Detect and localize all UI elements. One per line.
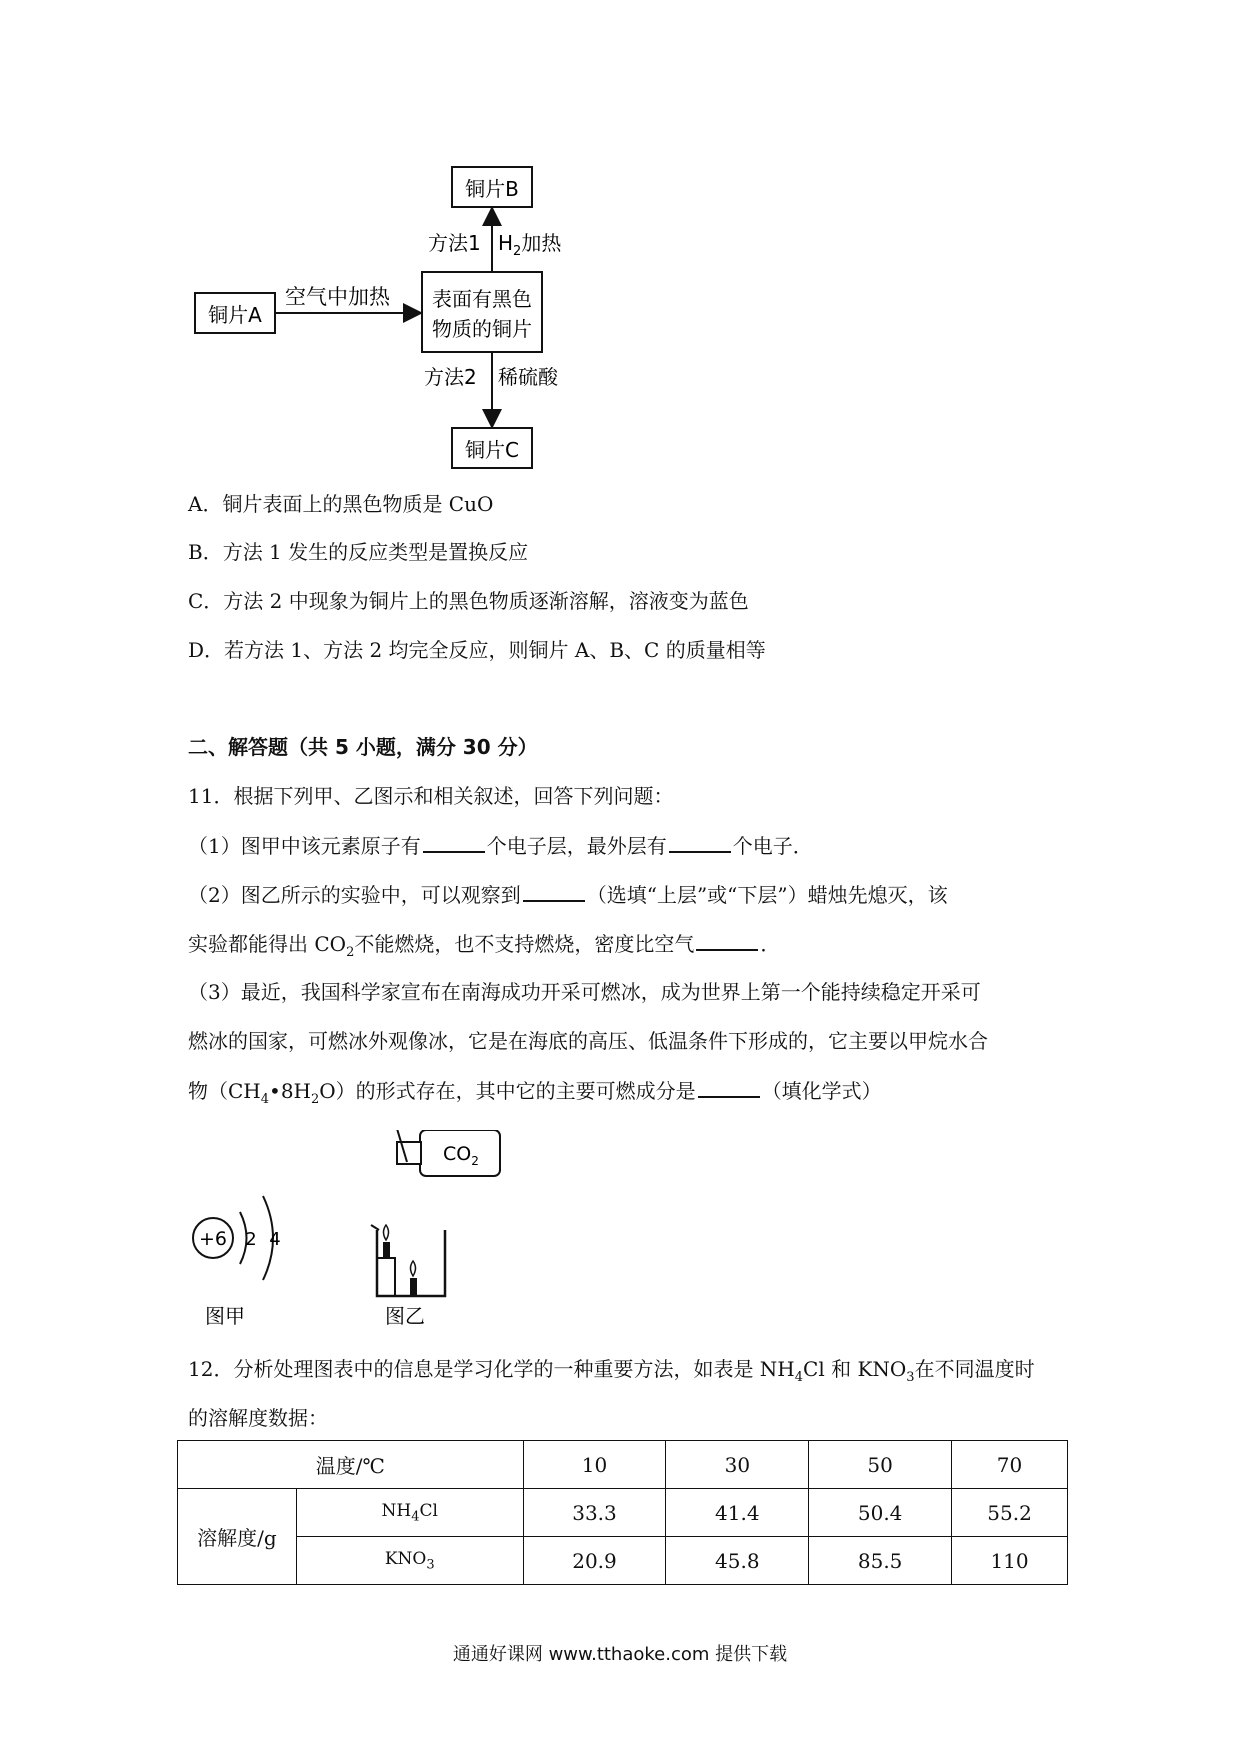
q11-part2-line2: 实验都能得出 $CO_2$不能燃烧，也不支持燃烧，密度比空气 ． [188, 929, 780, 967]
value-cell: 50.4 [809, 1489, 952, 1537]
table-row [178, 1489, 1068, 1537]
q11-stem: 11．根据下列甲、乙图示和相关叙述，回答下列问题： [188, 784, 674, 808]
copper-a-label: 铜片A [208, 303, 262, 327]
temp-cell: 10 [523, 1441, 666, 1489]
air-heating-label: 空气中加热 [285, 285, 390, 309]
section-heading: 二、解答题（共 5 小题，满分 30 分） [188, 735, 538, 759]
shell2-count: 4 [269, 1229, 281, 1250]
value-cell: 41.4 [666, 1489, 809, 1537]
q11-part1: （1）图甲中该元素原子有 个电子层，最外层有 个电子． [188, 831, 813, 860]
value-cell: 55.2 [952, 1489, 1068, 1537]
value-cell: 45.8 [666, 1537, 809, 1585]
atom-diagram [193, 1196, 281, 1280]
answer-blank[interactable] [423, 831, 485, 853]
fig-jia-label: 图甲 [205, 1304, 245, 1328]
copper-c-label: 铜片C [465, 438, 519, 462]
value-cell: 33.3 [523, 1489, 666, 1537]
fig-yi-label: 图乙 [385, 1304, 425, 1328]
solubility-label: 溶解度/g [178, 1489, 297, 1585]
answer-blank[interactable] [523, 880, 585, 902]
q11-part2-line1: （2）图乙所示的实验中，可以观察到 （选填“上层”或“下层”）蜡烛先熄灭，该 [188, 880, 948, 909]
solubility-table [177, 1440, 1068, 1585]
h2-heating-label: $H_2$加热 [498, 231, 562, 259]
lower-candle [410, 1278, 417, 1296]
value-cell: 110 [952, 1537, 1068, 1585]
co2-bottle-label: $CO_2$ [443, 1143, 479, 1168]
substance-kno3: $KNO_3$ [296, 1537, 523, 1585]
temperature-header: 温度/℃ [178, 1441, 524, 1489]
center-line2: 物质的铜片 [432, 317, 532, 341]
option-c: C．方法 2 中现象为铜片上的黑色物质逐渐溶解，溶液变为蓝色 [188, 589, 749, 613]
option-d: D．若方法 1、方法 2 均完全反应，则铜片 A、B、C 的质量相等 [188, 638, 766, 662]
temp-cell: 50 [809, 1441, 952, 1489]
temp-cell: 70 [952, 1441, 1068, 1489]
q11-part3-line3: 物$(CH_4•8H_2O)$的形式存在，其中它的主要可燃成分是 （填化学式） [188, 1076, 882, 1114]
answer-blank[interactable] [698, 1076, 760, 1098]
shell1-count: 2 [245, 1229, 257, 1250]
beaker [371, 1225, 445, 1296]
dilute-acid-label: 稀硫酸 [498, 365, 558, 389]
value-cell: 85.5 [809, 1537, 952, 1585]
answer-blank[interactable] [669, 831, 731, 853]
option-b: B．方法 1 发生的反应类型是置换反应 [188, 540, 529, 564]
value-cell: 20.9 [523, 1537, 666, 1585]
method2-label: 方法2 [424, 365, 477, 389]
q12-stem-line2: 的溶解度数据： [188, 1406, 328, 1430]
q11-figures [185, 1130, 565, 1330]
co2-bottle [395, 1130, 500, 1176]
center-line1: 表面有黑色 [432, 287, 532, 311]
substance-nh4cl: $NH_4Cl$ [296, 1489, 523, 1537]
option-a: A．铜片表面上的黑色物质是 CuO [188, 492, 494, 516]
copper-flowchart [190, 160, 570, 470]
q12-stem-line1: 12．分析处理图表中的信息是学习化学的一种重要方法，如表是 $NH_4Cl$ 和 $KNO_3$在不同温度时 [188, 1357, 1035, 1385]
answer-blank[interactable] [696, 929, 758, 951]
method1-label: 方法1 [428, 231, 481, 255]
copper-b-label: 铜片B [465, 177, 519, 201]
nucleus-label: +6 [198, 1228, 228, 1250]
page-footer: 通通好课网 www.tthaoke.com 提供下载 [452, 1644, 788, 1665]
table-row [178, 1537, 1068, 1585]
q11-part3-line2: 燃冰的国家，可燃冰外观像冰，它是在海底的高压、低温条件下形成的，它主要以甲烷水合 [188, 1029, 988, 1053]
temp-cell: 30 [666, 1441, 809, 1489]
upper-candle [383, 1242, 390, 1258]
table-header-row [178, 1441, 1068, 1489]
q11-part3-line1: （3）最近，我国科学家宣布在南海成功开采可燃冰，成为世界上第一个能持续稳定开采可 [188, 980, 981, 1004]
